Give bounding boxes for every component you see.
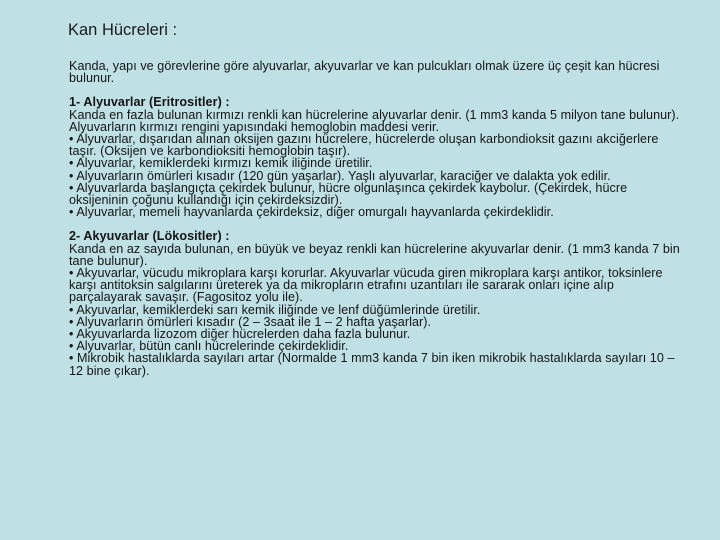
section-heading: 2- Akyuvarlar (Lökositler) : bbox=[69, 229, 230, 244]
slide-body bbox=[69, 60, 681, 377]
bullet-item: • Mikrobik hastalıklarda sayıları artar (Normalde 1 mm3 kanda 7 bin iken mikrobik hastalıklarda sayıları 10 – 12 bine çıkar). bbox=[69, 351, 675, 378]
bullet-item: • Akyuvarlarda lizozom diğer hücrelerden daha fazla bulunur. bbox=[69, 327, 411, 342]
bullet-item: • Akyuvarlar, kemiklerdeki sarı kemik iliğinde ve lenf düğümlerinde üretilir. bbox=[69, 302, 481, 317]
section-line: Kanda en fazla bulunan kırmızı renkli kan hücrelerine alyuvarlar denir. (1 mm3 kanda 5 milyon tane bulunur). Alyuvarların kırmızı rengini yapısındaki hemoglobin maddesi verir. bbox=[69, 107, 680, 134]
section-akyuvarlar bbox=[69, 230, 681, 376]
section-alyuvarlar bbox=[69, 96, 681, 218]
bullet-item: • Alyuvarlar, dışarıdan alınan oksijen gazını hücrelere, hücrelerde oluşan karbondioksit gazını akciğerlere taşır. (Oksijen ve karbondioksiti hemoglobin taşır). bbox=[69, 132, 659, 159]
bullet-item: • Alyuvarlar, memeli hayvanlarda çekirdeksiz, diğer omurgalı hayvanlarda çekirdeklidir. bbox=[69, 205, 554, 220]
section-heading: 1- Alyuvarlar (Eritrositler) : bbox=[69, 95, 230, 110]
bullet-item: • Alyuvarların ömürleri kısadır (2 – 3saat ile 1 – 2 hafta yaşarlar). bbox=[69, 314, 432, 329]
section-line: Kanda en az sayıda bulunan, en büyük ve beyaz renkli kan hücrelerine akyuvarlar denir. (1 mm3 kanda 7 bin tane bulunur). bbox=[69, 241, 680, 268]
bullet-item: • Alyuvarların ömürleri kısadır (120 gün yaşarlar). Yaşlı alyuvarlar, karaciğer ve dalakta yok edilir. bbox=[69, 168, 611, 183]
bullet-item: • Alyuvarlar, kemiklerdeki kırmızı kemik iliğinde üretilir. bbox=[69, 156, 373, 171]
slide-title: Kan Hücreleri : bbox=[68, 21, 178, 39]
bullet-item: • Akyuvarlar, vücudu mikroplara karşı korurlar. Akyuvarlar vücuda giren mikroplara karşı antikor, toksinlere karşı antitoksin salgılarını üreterek ya da mikropların etrafını uzantıları ile sararak onları içine alıp parçalayarak savaşır. (Fagositoz yolu ile). bbox=[69, 266, 663, 305]
bullet-item: • Alyuvarlar, bütün canlı hücrelerinde çekirdeklidir. bbox=[69, 339, 349, 354]
bullet-item: • Alyuvarlarda başlangıçta çekirdek bulunur, hücre olgunlaşınca çekirdek kaybolur. (Çekirdek, hücre oksijeninin çoğunu kullandığı için çekirdeksizdir). bbox=[69, 180, 628, 208]
intro-paragraph: Kanda, yapı ve görevlerine göre alyuvarlar, akyuvarlar ve kan pulcukları olmak üzere üç çeşit kan hücresi bulunur. bbox=[69, 59, 660, 86]
